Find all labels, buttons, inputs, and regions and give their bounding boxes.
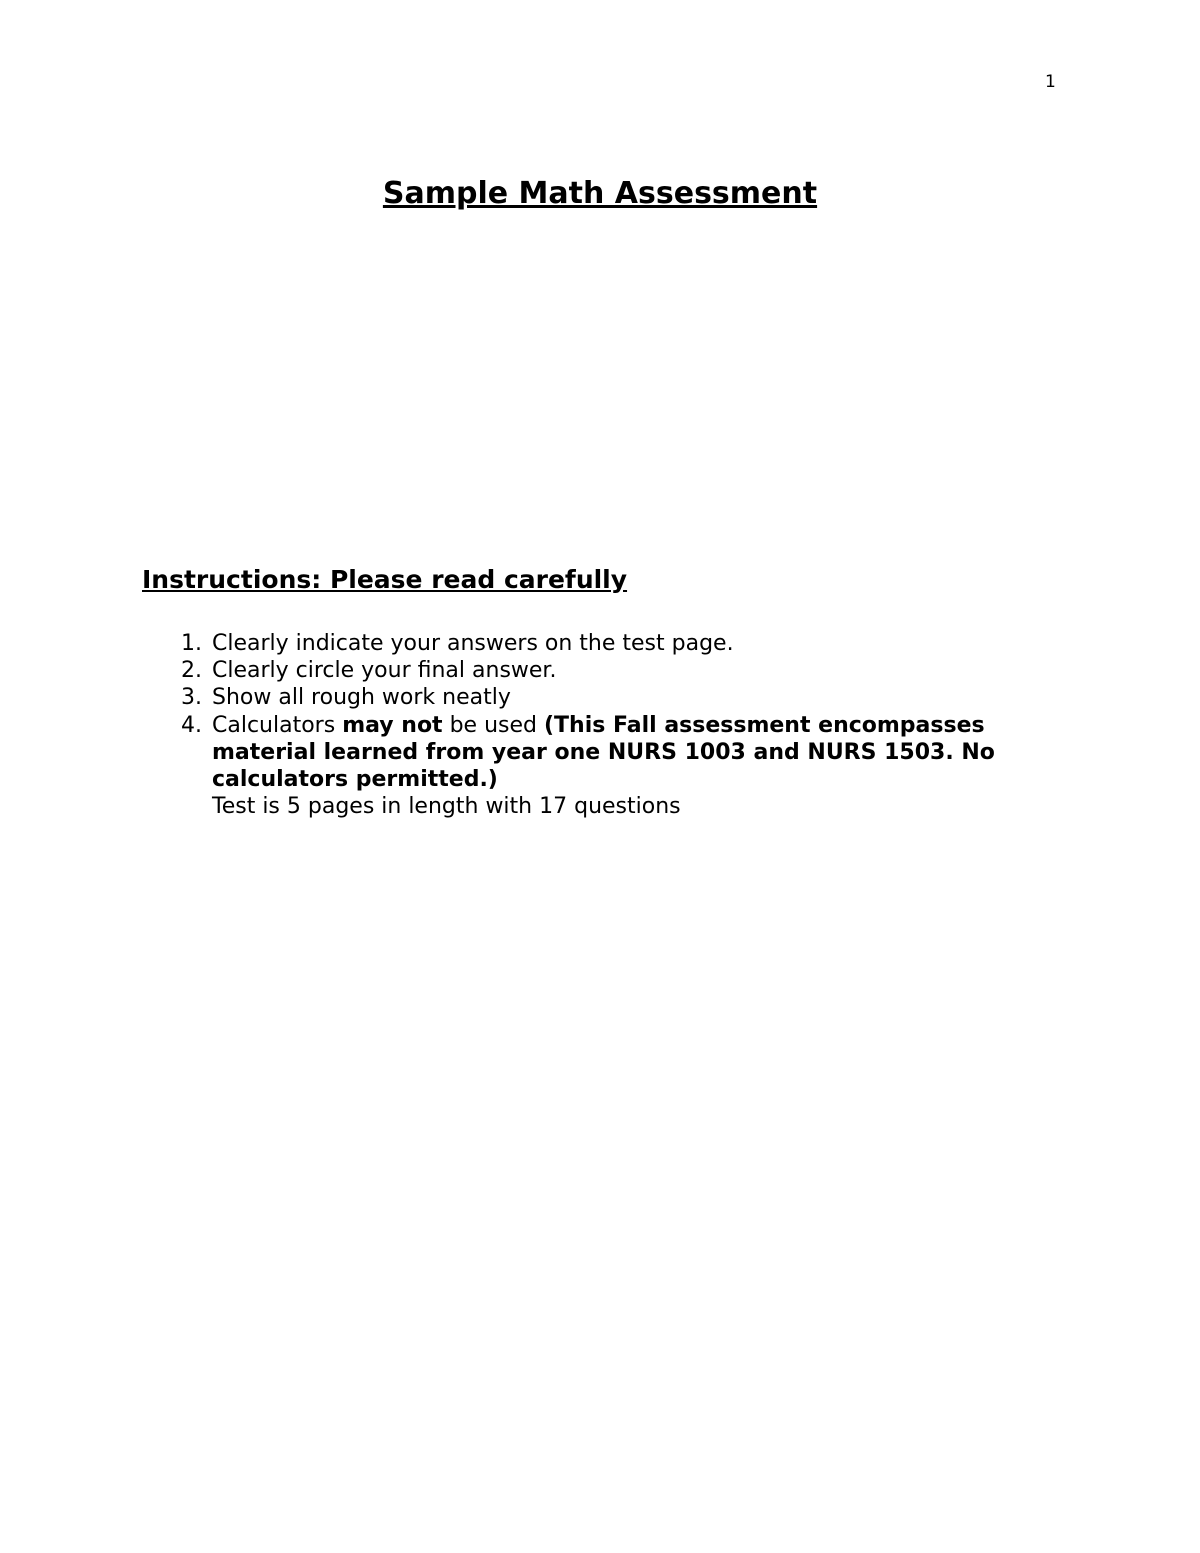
instruction-item	[181, 630, 1072, 657]
item-number: 3.	[181, 685, 202, 711]
test-length-note: Test is 5 pages in length with 17 questions	[212, 794, 681, 820]
item-number: 1.	[181, 631, 202, 656]
item-text: Clearly circle your final answer.	[212, 658, 557, 684]
document-title: Sample Math Assessment	[382, 176, 818, 211]
item-text-middle: be used	[442, 712, 544, 738]
instructions-heading: Instructions: Please read carefully	[142, 565, 628, 594]
instruction-item	[181, 712, 1072, 821]
page-number: 1	[1045, 72, 1056, 92]
item-bold-may-not: may not	[342, 712, 443, 738]
instructions-list	[181, 630, 1072, 820]
item-number: 4.	[181, 712, 202, 738]
instruction-item	[181, 684, 1072, 711]
instruction-item	[181, 657, 1072, 684]
item-text-before: Calculators	[212, 712, 343, 738]
item-text: Clearly indicate your answers on the test page.	[212, 631, 734, 656]
item-text: Show all rough work neatly	[212, 685, 511, 711]
item-bold-note: (This Fall assessment encompasses material learned from year one NURS 1003 and NURS 1503. No calculators permitted.)	[212, 712, 995, 793]
item-number: 2.	[181, 658, 202, 684]
